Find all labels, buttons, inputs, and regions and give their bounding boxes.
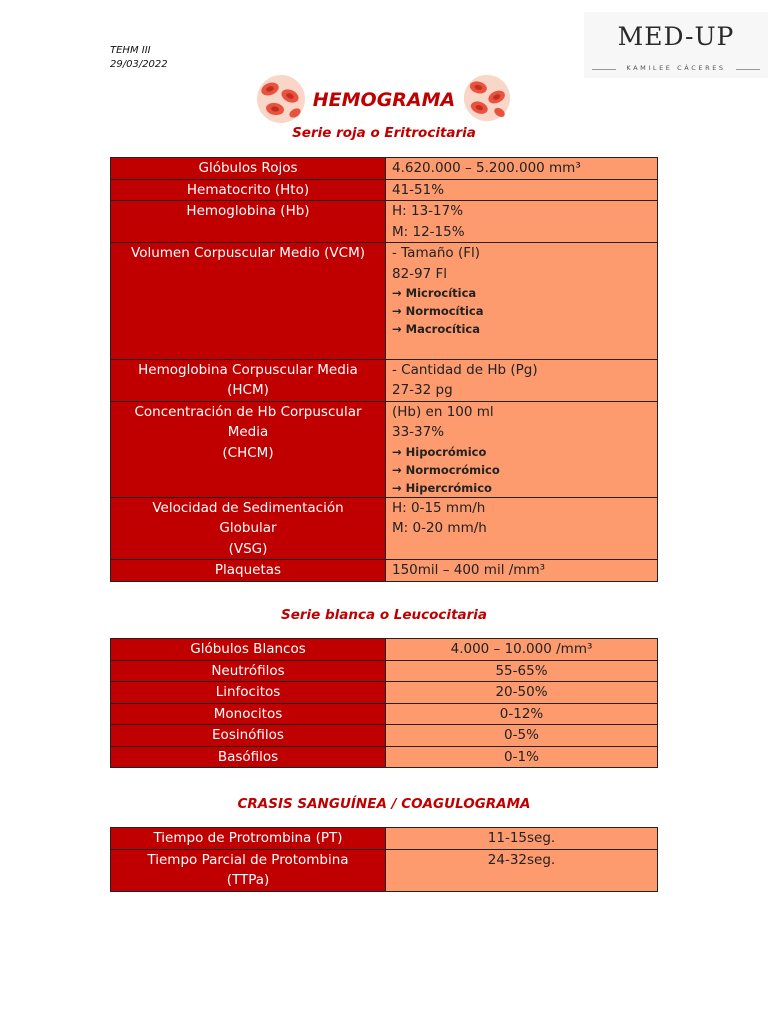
- parameter-label: Basófilos: [217, 748, 279, 765]
- parameter-label: (HCM): [227, 382, 269, 398]
- reference-value: H: 0-15 mm/h: [392, 499, 486, 516]
- logo-subtitle: KAMILEE CÁCERES: [626, 64, 726, 72]
- reference-value: 150mil – 400 mil /mm³: [392, 562, 546, 578]
- table-row: [111, 682, 658, 704]
- reference-value: 24-32seg.: [487, 851, 556, 868]
- course-label: TEHM III: [110, 45, 151, 56]
- reference-value: M: 0-20 mm/h: [392, 520, 487, 536]
- date-label: 29/03/2022: [110, 59, 168, 70]
- parameter-label: Eosinófilos: [212, 727, 284, 743]
- parameter-cell: [111, 560, 386, 582]
- reference-value-cell: [386, 497, 658, 560]
- reference-value: 0-1%: [504, 748, 539, 765]
- reference-value-cell: [386, 725, 658, 747]
- red-series-table: [110, 157, 658, 582]
- reference-value: 27-32 pg: [392, 382, 453, 398]
- parameter-cell: [111, 243, 386, 360]
- reference-value-cell: [386, 828, 658, 850]
- parameter-label: Glóbulos Blancos: [190, 641, 306, 657]
- table-row: [111, 660, 658, 682]
- table-row: [111, 201, 658, 243]
- parameter-label: Glóbulos Rojos: [198, 160, 298, 176]
- reference-value-cell: [386, 401, 658, 497]
- parameter-label: Linfocitos: [215, 684, 281, 700]
- classification-item: → Hipercrómico: [392, 480, 492, 495]
- parameter-label: Plaquetas: [214, 562, 282, 578]
- parameter-cell: [111, 401, 386, 497]
- brand-logo: [584, 12, 768, 78]
- parameter-cell: [111, 682, 386, 704]
- table-row: [111, 243, 658, 360]
- table-row: [111, 560, 658, 582]
- reference-value: - Cantidad de Hb (Pg): [392, 361, 538, 378]
- reference-value: 4.620.000 – 5.200.000 mm³: [392, 160, 581, 176]
- table-row: [111, 849, 658, 891]
- parameter-cell: [111, 179, 386, 201]
- reference-value: - Tamaño (Fl): [392, 245, 481, 261]
- parameter-label: Hemoglobina (Hb): [186, 203, 310, 219]
- reference-value: 0-12%: [499, 705, 544, 722]
- parameter-cell: [111, 497, 386, 560]
- parameter-label: Monocitos: [213, 705, 283, 722]
- reference-value-cell: [386, 158, 658, 180]
- parameter-cell: [111, 359, 386, 401]
- parameter-label: (VSG): [228, 540, 268, 557]
- reference-value-cell: [386, 682, 658, 704]
- page-title: HEMOGRAMA: [312, 89, 456, 111]
- parameter-cell: [111, 828, 386, 850]
- parameter-label: Tiempo Parcial de Protombina: [147, 851, 349, 868]
- parameter-cell: [111, 849, 386, 891]
- classification-item: → Macrocítica: [392, 322, 481, 336]
- parameter-cell: [111, 158, 386, 180]
- reference-value-cell: [386, 660, 658, 682]
- parameter-label: Concentración de Hb Corpuscular: [134, 403, 362, 420]
- red-series-heading: Serie roja o Eritrocitaria: [292, 125, 476, 141]
- table-row: [111, 359, 658, 401]
- parameter-label: (TTPa): [226, 872, 270, 888]
- classification-item: → Microcítica: [392, 286, 477, 300]
- table-row: [111, 158, 658, 180]
- table-row: [111, 725, 658, 747]
- classification-item: → Normocítica: [392, 304, 484, 318]
- parameter-label: Hematocrito (Hto): [186, 181, 310, 198]
- logo-name: MED-UP: [617, 22, 735, 51]
- white-series-table: [110, 638, 658, 768]
- logo-rule-right: [736, 69, 760, 70]
- parameter-cell: [111, 703, 386, 725]
- reference-value-cell: [386, 849, 658, 891]
- reference-value: 0-5%: [504, 727, 539, 743]
- reference-value-cell: [386, 746, 658, 768]
- parameter-label: Volumen Corpuscular Medio (VCM): [131, 245, 365, 261]
- table-row: [111, 401, 658, 497]
- reference-value-cell: [386, 560, 658, 582]
- reference-value: 82-97 Fl: [392, 265, 448, 282]
- parameter-label: Hemoglobina Corpuscular Media: [138, 361, 358, 378]
- reference-value: 11-15seg.: [487, 830, 556, 846]
- reference-value-cell: [386, 359, 658, 401]
- table-row: [111, 639, 658, 661]
- reference-value: 33-37%: [392, 424, 445, 440]
- parameter-label: Globular: [219, 520, 277, 536]
- parameter-label: Neutrófilos: [211, 662, 285, 679]
- table-row: [111, 179, 658, 201]
- reference-value: M: 12-15%: [392, 223, 465, 240]
- reference-value: 20-50%: [495, 684, 548, 700]
- reference-value-cell: [386, 201, 658, 243]
- parameter-label: Velocidad de Sedimentación: [152, 499, 344, 516]
- parameter-cell: [111, 746, 386, 768]
- reference-value: 55-65%: [495, 662, 548, 679]
- reference-value-cell: [386, 243, 658, 360]
- coagulation-heading: CRASIS SANGUÍNEA / COAGULOGRAMA: [237, 796, 531, 812]
- parameter-cell: [111, 660, 386, 682]
- table-row: [111, 746, 658, 768]
- reference-value-cell: [386, 639, 658, 661]
- reference-value: 4.000 – 10.000 /mm³: [450, 641, 593, 657]
- classification-item: → Hipocrómico: [392, 444, 487, 459]
- parameter-label: (CHCM): [222, 444, 274, 461]
- classification-item: → Normocrómico: [392, 462, 500, 477]
- parameter-label: Tiempo de Protrombina (PT): [153, 830, 343, 846]
- reference-value-cell: [386, 179, 658, 201]
- table-row: [111, 828, 658, 850]
- reference-value: 41-51%: [392, 181, 445, 198]
- coagulation-table: [110, 827, 658, 892]
- spacer: [392, 338, 651, 359]
- parameter-cell: [111, 639, 386, 661]
- reference-value: (Hb) en 100 ml: [392, 403, 494, 420]
- document-meta: [110, 44, 168, 72]
- table-row: [111, 703, 658, 725]
- reference-value: H: 13-17%: [392, 203, 464, 219]
- reference-value-cell: [386, 703, 658, 725]
- parameter-cell: [111, 725, 386, 747]
- table-row: [111, 497, 658, 560]
- parameter-cell: [111, 201, 386, 243]
- parameter-label: Media: [227, 424, 269, 440]
- white-series-heading: Serie blanca o Leucocitaria: [280, 607, 488, 623]
